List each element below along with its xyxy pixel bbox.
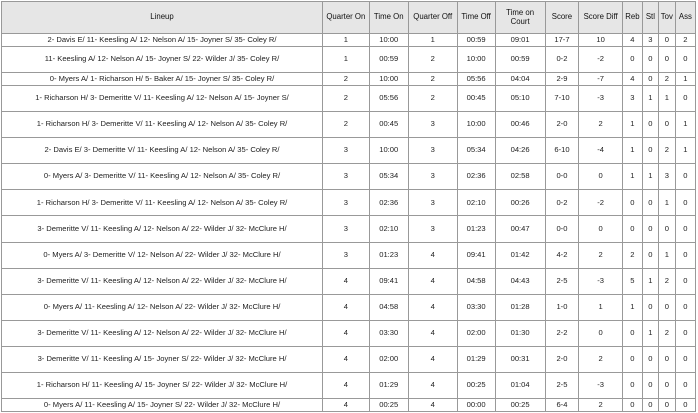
cell-time-on: 09:41 bbox=[369, 268, 408, 294]
cell-stl: 1 bbox=[642, 86, 658, 112]
cell-lineup: 0- Myers A/ 11- Keesling A/ 15- Joyner S/ 22- Wilder J/ 32- McClure H/ bbox=[2, 398, 323, 411]
cell-lineup: 0- Myers A/ 3- Demeritte V/ 11- Keesling A/ 12- Nelson A/ 35- Coley R/ bbox=[2, 164, 323, 190]
table-row bbox=[2, 138, 696, 164]
cell-score-diff: -4 bbox=[579, 138, 622, 164]
cell-tov: 2 bbox=[658, 138, 675, 164]
cell-time-off: 10:00 bbox=[457, 112, 495, 138]
cell-stl: 0 bbox=[642, 190, 658, 216]
cell-quarter-off: 2 bbox=[408, 73, 457, 86]
cell-reb: 4 bbox=[622, 34, 642, 47]
table-row bbox=[2, 73, 696, 86]
table-row bbox=[2, 268, 696, 294]
cell-tov: 2 bbox=[658, 320, 675, 346]
table-row bbox=[2, 216, 696, 242]
cell-score: 2-5 bbox=[545, 372, 579, 398]
cell-score: 2-9 bbox=[545, 73, 579, 86]
cell-ass: 1 bbox=[675, 112, 695, 138]
cell-score-diff: -3 bbox=[579, 268, 622, 294]
cell-quarter-on: 2 bbox=[323, 73, 370, 86]
cell-quarter-on: 4 bbox=[323, 294, 370, 320]
cell-quarter-off: 3 bbox=[408, 138, 457, 164]
cell-time-off: 00:45 bbox=[457, 86, 495, 112]
cell-lineup: 3- Demeritte V/ 11- Keesling A/ 12- Nelson A/ 22- Wilder J/ 32- McClure H/ bbox=[2, 268, 323, 294]
cell-time-on-court: 00:46 bbox=[495, 112, 545, 138]
cell-quarter-off: 3 bbox=[408, 164, 457, 190]
cell-reb: 0 bbox=[622, 346, 642, 372]
table-row bbox=[2, 398, 696, 411]
table-row bbox=[2, 47, 696, 73]
header-lineup[interactable]: Lineup bbox=[2, 2, 323, 34]
cell-lineup: 1- Richarson H/ 11- Keesling A/ 15- Joyner S/ 22- Wilder J/ 32- McClure H/ bbox=[2, 372, 323, 398]
cell-time-on: 01:29 bbox=[369, 372, 408, 398]
table-row bbox=[2, 190, 696, 216]
cell-score-diff: -2 bbox=[579, 190, 622, 216]
cell-quarter-off: 4 bbox=[408, 372, 457, 398]
cell-tov: 1 bbox=[658, 190, 675, 216]
cell-quarter-on: 1 bbox=[323, 34, 370, 47]
cell-time-on: 00:59 bbox=[369, 47, 408, 73]
cell-quarter-off: 1 bbox=[408, 34, 457, 47]
table-row bbox=[2, 372, 696, 398]
cell-ass: 0 bbox=[675, 190, 695, 216]
cell-ass: 2 bbox=[675, 34, 695, 47]
cell-score-diff: 1 bbox=[579, 294, 622, 320]
cell-lineup: 3- Demeritte V/ 11- Keesling A/ 12- Nelson A/ 22- Wilder J/ 32- McClure H/ bbox=[2, 216, 323, 242]
cell-time-on: 02:00 bbox=[369, 346, 408, 372]
cell-quarter-off: 3 bbox=[408, 216, 457, 242]
cell-tov: 3 bbox=[658, 164, 675, 190]
cell-time-on-court: 00:59 bbox=[495, 47, 545, 73]
cell-time-on-court: 01:04 bbox=[495, 372, 545, 398]
cell-quarter-on: 3 bbox=[323, 138, 370, 164]
cell-time-on: 00:25 bbox=[369, 398, 408, 411]
cell-score-diff: 2 bbox=[579, 112, 622, 138]
cell-time-off: 09:41 bbox=[457, 242, 495, 268]
cell-reb: 4 bbox=[622, 73, 642, 86]
cell-time-off: 04:58 bbox=[457, 268, 495, 294]
cell-ass: 1 bbox=[675, 138, 695, 164]
cell-time-off: 01:23 bbox=[457, 216, 495, 242]
cell-stl: 0 bbox=[642, 216, 658, 242]
cell-ass: 1 bbox=[675, 73, 695, 86]
cell-ass: 0 bbox=[675, 268, 695, 294]
cell-lineup: 3- Demeritte V/ 11- Keesling A/ 15- Joyner S/ 22- Wilder J/ 32- McClure H/ bbox=[2, 346, 323, 372]
cell-score: 17-7 bbox=[545, 34, 579, 47]
cell-time-on: 00:45 bbox=[369, 112, 408, 138]
cell-score: 4-2 bbox=[545, 242, 579, 268]
cell-tov: 0 bbox=[658, 372, 675, 398]
cell-lineup: 0- Myers A/ 3- Demeritte V/ 12- Nelson A/ 22- Wilder J/ 32- McClure H/ bbox=[2, 242, 323, 268]
cell-time-on: 10:00 bbox=[369, 73, 408, 86]
cell-score-diff: -2 bbox=[579, 47, 622, 73]
cell-time-on: 01:23 bbox=[369, 242, 408, 268]
cell-score: 7-10 bbox=[545, 86, 579, 112]
cell-time-off: 00:00 bbox=[457, 398, 495, 411]
cell-score: 0-2 bbox=[545, 47, 579, 73]
cell-time-off: 00:25 bbox=[457, 372, 495, 398]
cell-score-diff: -7 bbox=[579, 73, 622, 86]
cell-quarter-on: 4 bbox=[323, 372, 370, 398]
cell-score-diff: -3 bbox=[579, 86, 622, 112]
cell-time-on-court: 01:28 bbox=[495, 294, 545, 320]
table-row bbox=[2, 112, 696, 138]
cell-time-on: 02:36 bbox=[369, 190, 408, 216]
cell-ass: 0 bbox=[675, 346, 695, 372]
header-time-off[interactable]: Time Off bbox=[457, 2, 495, 34]
cell-score: 2-0 bbox=[545, 112, 579, 138]
cell-stl: 0 bbox=[642, 294, 658, 320]
cell-tov: 0 bbox=[658, 346, 675, 372]
cell-quarter-on: 2 bbox=[323, 86, 370, 112]
header-score[interactable]: Score bbox=[545, 2, 579, 34]
cell-quarter-on: 4 bbox=[323, 320, 370, 346]
cell-tov: 0 bbox=[658, 216, 675, 242]
cell-stl: 0 bbox=[642, 242, 658, 268]
cell-quarter-off: 4 bbox=[408, 294, 457, 320]
cell-time-on-court: 01:42 bbox=[495, 242, 545, 268]
cell-quarter-off: 4 bbox=[408, 346, 457, 372]
cell-lineup: 2- Davis E/ 3- Demeritte V/ 11- Keesling A/ 12- Nelson A/ 35- Coley R/ bbox=[2, 138, 323, 164]
cell-ass: 0 bbox=[675, 242, 695, 268]
cell-quarter-off: 4 bbox=[408, 268, 457, 294]
cell-time-on: 10:00 bbox=[369, 138, 408, 164]
cell-quarter-off: 4 bbox=[408, 242, 457, 268]
cell-lineup: 1- Richarson H/ 3- Demeritte V/ 11- Keesling A/ 12- Nelson A/ 15- Joyner S/ bbox=[2, 86, 323, 112]
cell-time-off: 10:00 bbox=[457, 47, 495, 73]
cell-tov: 0 bbox=[658, 294, 675, 320]
cell-ass: 0 bbox=[675, 216, 695, 242]
cell-time-on: 02:10 bbox=[369, 216, 408, 242]
cell-tov: 0 bbox=[658, 398, 675, 411]
cell-reb: 0 bbox=[622, 190, 642, 216]
cell-ass: 0 bbox=[675, 398, 695, 411]
cell-time-on: 03:30 bbox=[369, 320, 408, 346]
table-row bbox=[2, 320, 696, 346]
cell-time-off: 03:30 bbox=[457, 294, 495, 320]
cell-stl: 0 bbox=[642, 138, 658, 164]
cell-stl: 0 bbox=[642, 47, 658, 73]
cell-reb: 3 bbox=[622, 86, 642, 112]
cell-quarter-on: 4 bbox=[323, 346, 370, 372]
cell-time-off: 05:34 bbox=[457, 138, 495, 164]
cell-time-on-court: 00:26 bbox=[495, 190, 545, 216]
cell-tov: 0 bbox=[658, 47, 675, 73]
cell-tov: 1 bbox=[658, 86, 675, 112]
cell-ass: 0 bbox=[675, 164, 695, 190]
header-time-on[interactable]: Time On bbox=[369, 2, 408, 34]
cell-time-on: 05:34 bbox=[369, 164, 408, 190]
cell-ass: 0 bbox=[675, 294, 695, 320]
cell-time-on-court: 00:47 bbox=[495, 216, 545, 242]
cell-time-off: 02:00 bbox=[457, 320, 495, 346]
cell-quarter-off: 4 bbox=[408, 398, 457, 411]
cell-lineup: 11- Keesling A/ 12- Nelson A/ 15- Joyner S/ 22- Wilder J/ 35- Coley R/ bbox=[2, 47, 323, 73]
header-quarter-on[interactable]: Quarter On bbox=[323, 2, 370, 34]
cell-time-off: 05:56 bbox=[457, 73, 495, 86]
cell-stl: 0 bbox=[642, 398, 658, 411]
cell-score-diff: -3 bbox=[579, 372, 622, 398]
table-header-row bbox=[2, 2, 696, 34]
cell-lineup: 3- Demeritte V/ 11- Keesling A/ 12- Nelson A/ 22- Wilder J/ 32- McClure H/ bbox=[2, 320, 323, 346]
cell-score-diff: 0 bbox=[579, 320, 622, 346]
cell-reb: 1 bbox=[622, 112, 642, 138]
cell-ass: 0 bbox=[675, 47, 695, 73]
table-row bbox=[2, 242, 696, 268]
cell-quarter-off: 3 bbox=[408, 190, 457, 216]
cell-reb: 0 bbox=[622, 372, 642, 398]
cell-time-on-court: 09:01 bbox=[495, 34, 545, 47]
cell-score: 2-0 bbox=[545, 346, 579, 372]
header-reb[interactable]: Reb bbox=[622, 2, 642, 34]
cell-stl: 0 bbox=[642, 73, 658, 86]
cell-time-on-court: 00:31 bbox=[495, 346, 545, 372]
header-time-on-court[interactable]: Time on Court bbox=[495, 2, 545, 34]
header-tov[interactable]: Tov bbox=[658, 2, 675, 34]
cell-reb: 0 bbox=[622, 216, 642, 242]
cell-reb: 2 bbox=[622, 242, 642, 268]
cell-time-on-court: 04:26 bbox=[495, 138, 545, 164]
cell-reb: 0 bbox=[622, 320, 642, 346]
cell-reb: 0 bbox=[622, 47, 642, 73]
cell-score: 2-5 bbox=[545, 268, 579, 294]
cell-reb: 5 bbox=[622, 268, 642, 294]
cell-reb: 1 bbox=[622, 164, 642, 190]
cell-lineup: 0- Myers A/ 11- Keesling A/ 12- Nelson A/ 22- Wilder J/ 32- McClure H/ bbox=[2, 294, 323, 320]
cell-quarter-on: 3 bbox=[323, 242, 370, 268]
cell-reb: 1 bbox=[622, 294, 642, 320]
cell-quarter-on: 3 bbox=[323, 190, 370, 216]
cell-quarter-off: 3 bbox=[408, 112, 457, 138]
cell-ass: 0 bbox=[675, 372, 695, 398]
cell-score-diff: 0 bbox=[579, 164, 622, 190]
cell-stl: 1 bbox=[642, 268, 658, 294]
header-quarter-off[interactable]: Quarter Off bbox=[408, 2, 457, 34]
cell-stl: 1 bbox=[642, 164, 658, 190]
cell-time-on-court: 04:43 bbox=[495, 268, 545, 294]
cell-ass: 0 bbox=[675, 320, 695, 346]
cell-quarter-off: 4 bbox=[408, 320, 457, 346]
cell-stl: 0 bbox=[642, 112, 658, 138]
cell-time-on: 04:58 bbox=[369, 294, 408, 320]
cell-score: 1-0 bbox=[545, 294, 579, 320]
table-row bbox=[2, 346, 696, 372]
cell-stl: 1 bbox=[642, 320, 658, 346]
cell-time-off: 02:10 bbox=[457, 190, 495, 216]
cell-lineup: 0- Myers A/ 1- Richarson H/ 5- Baker A/ 15- Joyner S/ 35- Coley R/ bbox=[2, 73, 323, 86]
cell-time-on-court: 00:25 bbox=[495, 398, 545, 411]
cell-time-off: 02:36 bbox=[457, 164, 495, 190]
cell-quarter-on: 4 bbox=[323, 398, 370, 411]
cell-score: 0-0 bbox=[545, 164, 579, 190]
cell-score: 6-10 bbox=[545, 138, 579, 164]
cell-lineup: 1- Richarson H/ 3- Demeritte V/ 11- Keesling A/ 12- Nelson A/ 35- Coley R/ bbox=[2, 112, 323, 138]
cell-score-diff: 0 bbox=[579, 216, 622, 242]
header-ass[interactable]: Ass bbox=[675, 2, 695, 34]
cell-reb: 1 bbox=[622, 138, 642, 164]
cell-time-on-court: 04:04 bbox=[495, 73, 545, 86]
cell-score: 6-4 bbox=[545, 398, 579, 411]
cell-stl: 0 bbox=[642, 372, 658, 398]
cell-stl: 0 bbox=[642, 346, 658, 372]
cell-tov: 0 bbox=[658, 34, 675, 47]
cell-time-on-court: 01:30 bbox=[495, 320, 545, 346]
header-score-diff[interactable]: Score Diff bbox=[579, 2, 622, 34]
table-row bbox=[2, 294, 696, 320]
cell-quarter-off: 2 bbox=[408, 86, 457, 112]
cell-score-diff: 2 bbox=[579, 398, 622, 411]
table-row bbox=[2, 34, 696, 47]
table-row bbox=[2, 164, 696, 190]
cell-stl: 3 bbox=[642, 34, 658, 47]
cell-score: 0-0 bbox=[545, 216, 579, 242]
cell-tov: 0 bbox=[658, 112, 675, 138]
cell-score: 0-2 bbox=[545, 190, 579, 216]
cell-time-on: 10:00 bbox=[369, 34, 408, 47]
cell-quarter-on: 1 bbox=[323, 47, 370, 73]
cell-time-on: 05:56 bbox=[369, 86, 408, 112]
cell-tov: 1 bbox=[658, 242, 675, 268]
cell-time-off: 00:59 bbox=[457, 34, 495, 47]
cell-ass: 0 bbox=[675, 86, 695, 112]
cell-quarter-on: 2 bbox=[323, 112, 370, 138]
cell-score-diff: 2 bbox=[579, 346, 622, 372]
cell-reb: 0 bbox=[622, 398, 642, 411]
cell-quarter-on: 3 bbox=[323, 164, 370, 190]
cell-quarter-off: 2 bbox=[408, 47, 457, 73]
cell-lineup: 1- Richarson H/ 3- Demeritte V/ 11- Keesling A/ 12- Nelson A/ 35- Coley R/ bbox=[2, 190, 323, 216]
table-row bbox=[2, 86, 696, 112]
cell-score-diff: 10 bbox=[579, 34, 622, 47]
cell-tov: 2 bbox=[658, 268, 675, 294]
cell-time-on-court: 05:10 bbox=[495, 86, 545, 112]
lineup-stats-table bbox=[1, 1, 696, 412]
cell-time-off: 01:29 bbox=[457, 346, 495, 372]
cell-quarter-on: 3 bbox=[323, 216, 370, 242]
cell-time-on-court: 02:58 bbox=[495, 164, 545, 190]
header-stl[interactable]: Stl bbox=[642, 2, 658, 34]
cell-tov: 2 bbox=[658, 73, 675, 86]
cell-score-diff: 2 bbox=[579, 242, 622, 268]
cell-quarter-on: 4 bbox=[323, 268, 370, 294]
cell-score: 2-2 bbox=[545, 320, 579, 346]
cell-lineup: 2- Davis E/ 11- Keesling A/ 12- Nelson A/ 15- Joyner S/ 35- Coley R/ bbox=[2, 34, 323, 47]
